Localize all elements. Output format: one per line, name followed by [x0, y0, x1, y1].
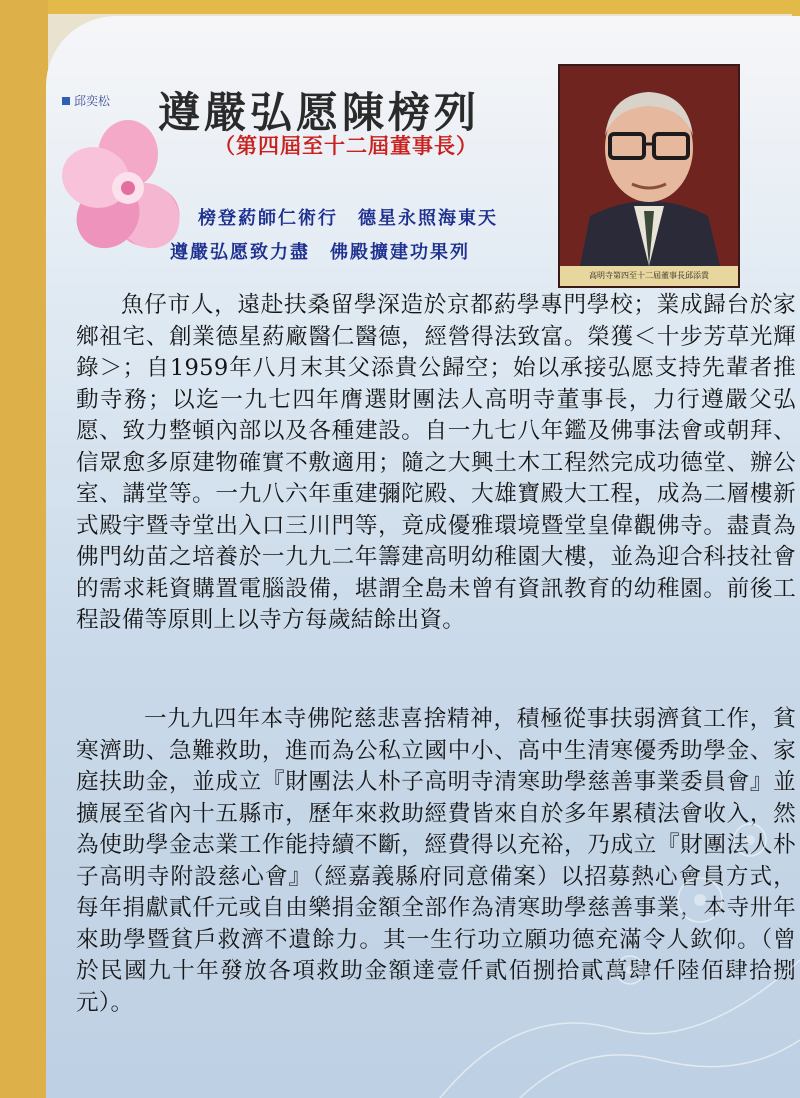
poem-line-2: 遵嚴弘愿致力盡 佛殿擴建功果列	[170, 242, 470, 263]
portrait-photo	[558, 64, 740, 288]
left-gold-border	[0, 0, 48, 1098]
page-title: 遵嚴弘愿陳榜列	[158, 88, 481, 137]
page-subtitle: （第四屆至十二屆董事長）	[214, 133, 478, 158]
portrait-figure-icon	[560, 66, 738, 266]
author-tag	[62, 92, 110, 109]
floral-pattern-icon	[400, 780, 800, 1098]
top-gold-border	[0, 0, 800, 14]
photo-caption: 高明寺第四至十二屆董事長邱添貴	[560, 266, 738, 286]
biography-paragraph-1: 魚仔市人，遠赴扶桑留學深造於京都葯學專門學校；業成歸台於家鄉祖宅、創業德星葯廠醫仁醫德，經營得法致富。榮獲＜十步芳草光輝錄＞；自1959年八月末其父添貴公歸空；始以承接弘愿支持先輩者推動寺務；以迄一九七四年膺選財團法人高明寺董事長，力行遵嚴父弘愿、致力整頓內部以及各種建設。自一九七八年鑑及佛事法會或朝拜、信眾愈多原建物確實不敷適用；隨之大興土木工程然完成功德堂、辦公室、講堂等。一九八六年重建彌陀殿、大雄寶殿大工程，成為二層樓新式殿宇暨寺堂出入口三川門等，竟成優雅環境暨堂皇偉觀佛寺。盡責為佛門幼苗之培養於一九九二年籌建高明幼稚園大樓，並為迎合科技社會的需求耗資購置電腦設備，堪謂全島未曾有資訊教育的幼稚園。前後工程設備等原則上以寺方每歲結餘出資。	[76, 292, 796, 633]
author-name: 邱奕松	[74, 94, 111, 108]
biography-paragraph-2: 一九九四年本寺佛陀慈悲喜捨精神，積極從事扶弱濟貧工作，貧寒濟助、急難救助，進而為公私立國中小、高中生清寒優秀助學金、家庭扶助金，並成立『財團法人朴子高明寺清寒助學慈善事業委員會』並擴展至省內十五縣市，歷年來救助經費皆來自於多年累積法會收入，然為使助學金志業工作能持續不斷，經費得以充裕，乃成立『財團法人朴子高明寺附設慈心會』（經嘉義縣府同意備案）以招募熱心會員方式，每年捐獻貳仟元或自由樂捐金額全部作為清寒助學慈善事業，本寺卅年來助學暨貧戶救濟不遺餘力。其一生行功立願功德充滿令人欽仰。（曾於民國九十年發放各項救助金額達壹仟貳佰捌拾貳萬肆仟陸佰肆拾捌元）。	[76, 706, 796, 1016]
poem-line-1: 榜登葯師仁術行 德星永照海東天	[198, 208, 498, 229]
square-bullet-icon	[62, 97, 70, 105]
